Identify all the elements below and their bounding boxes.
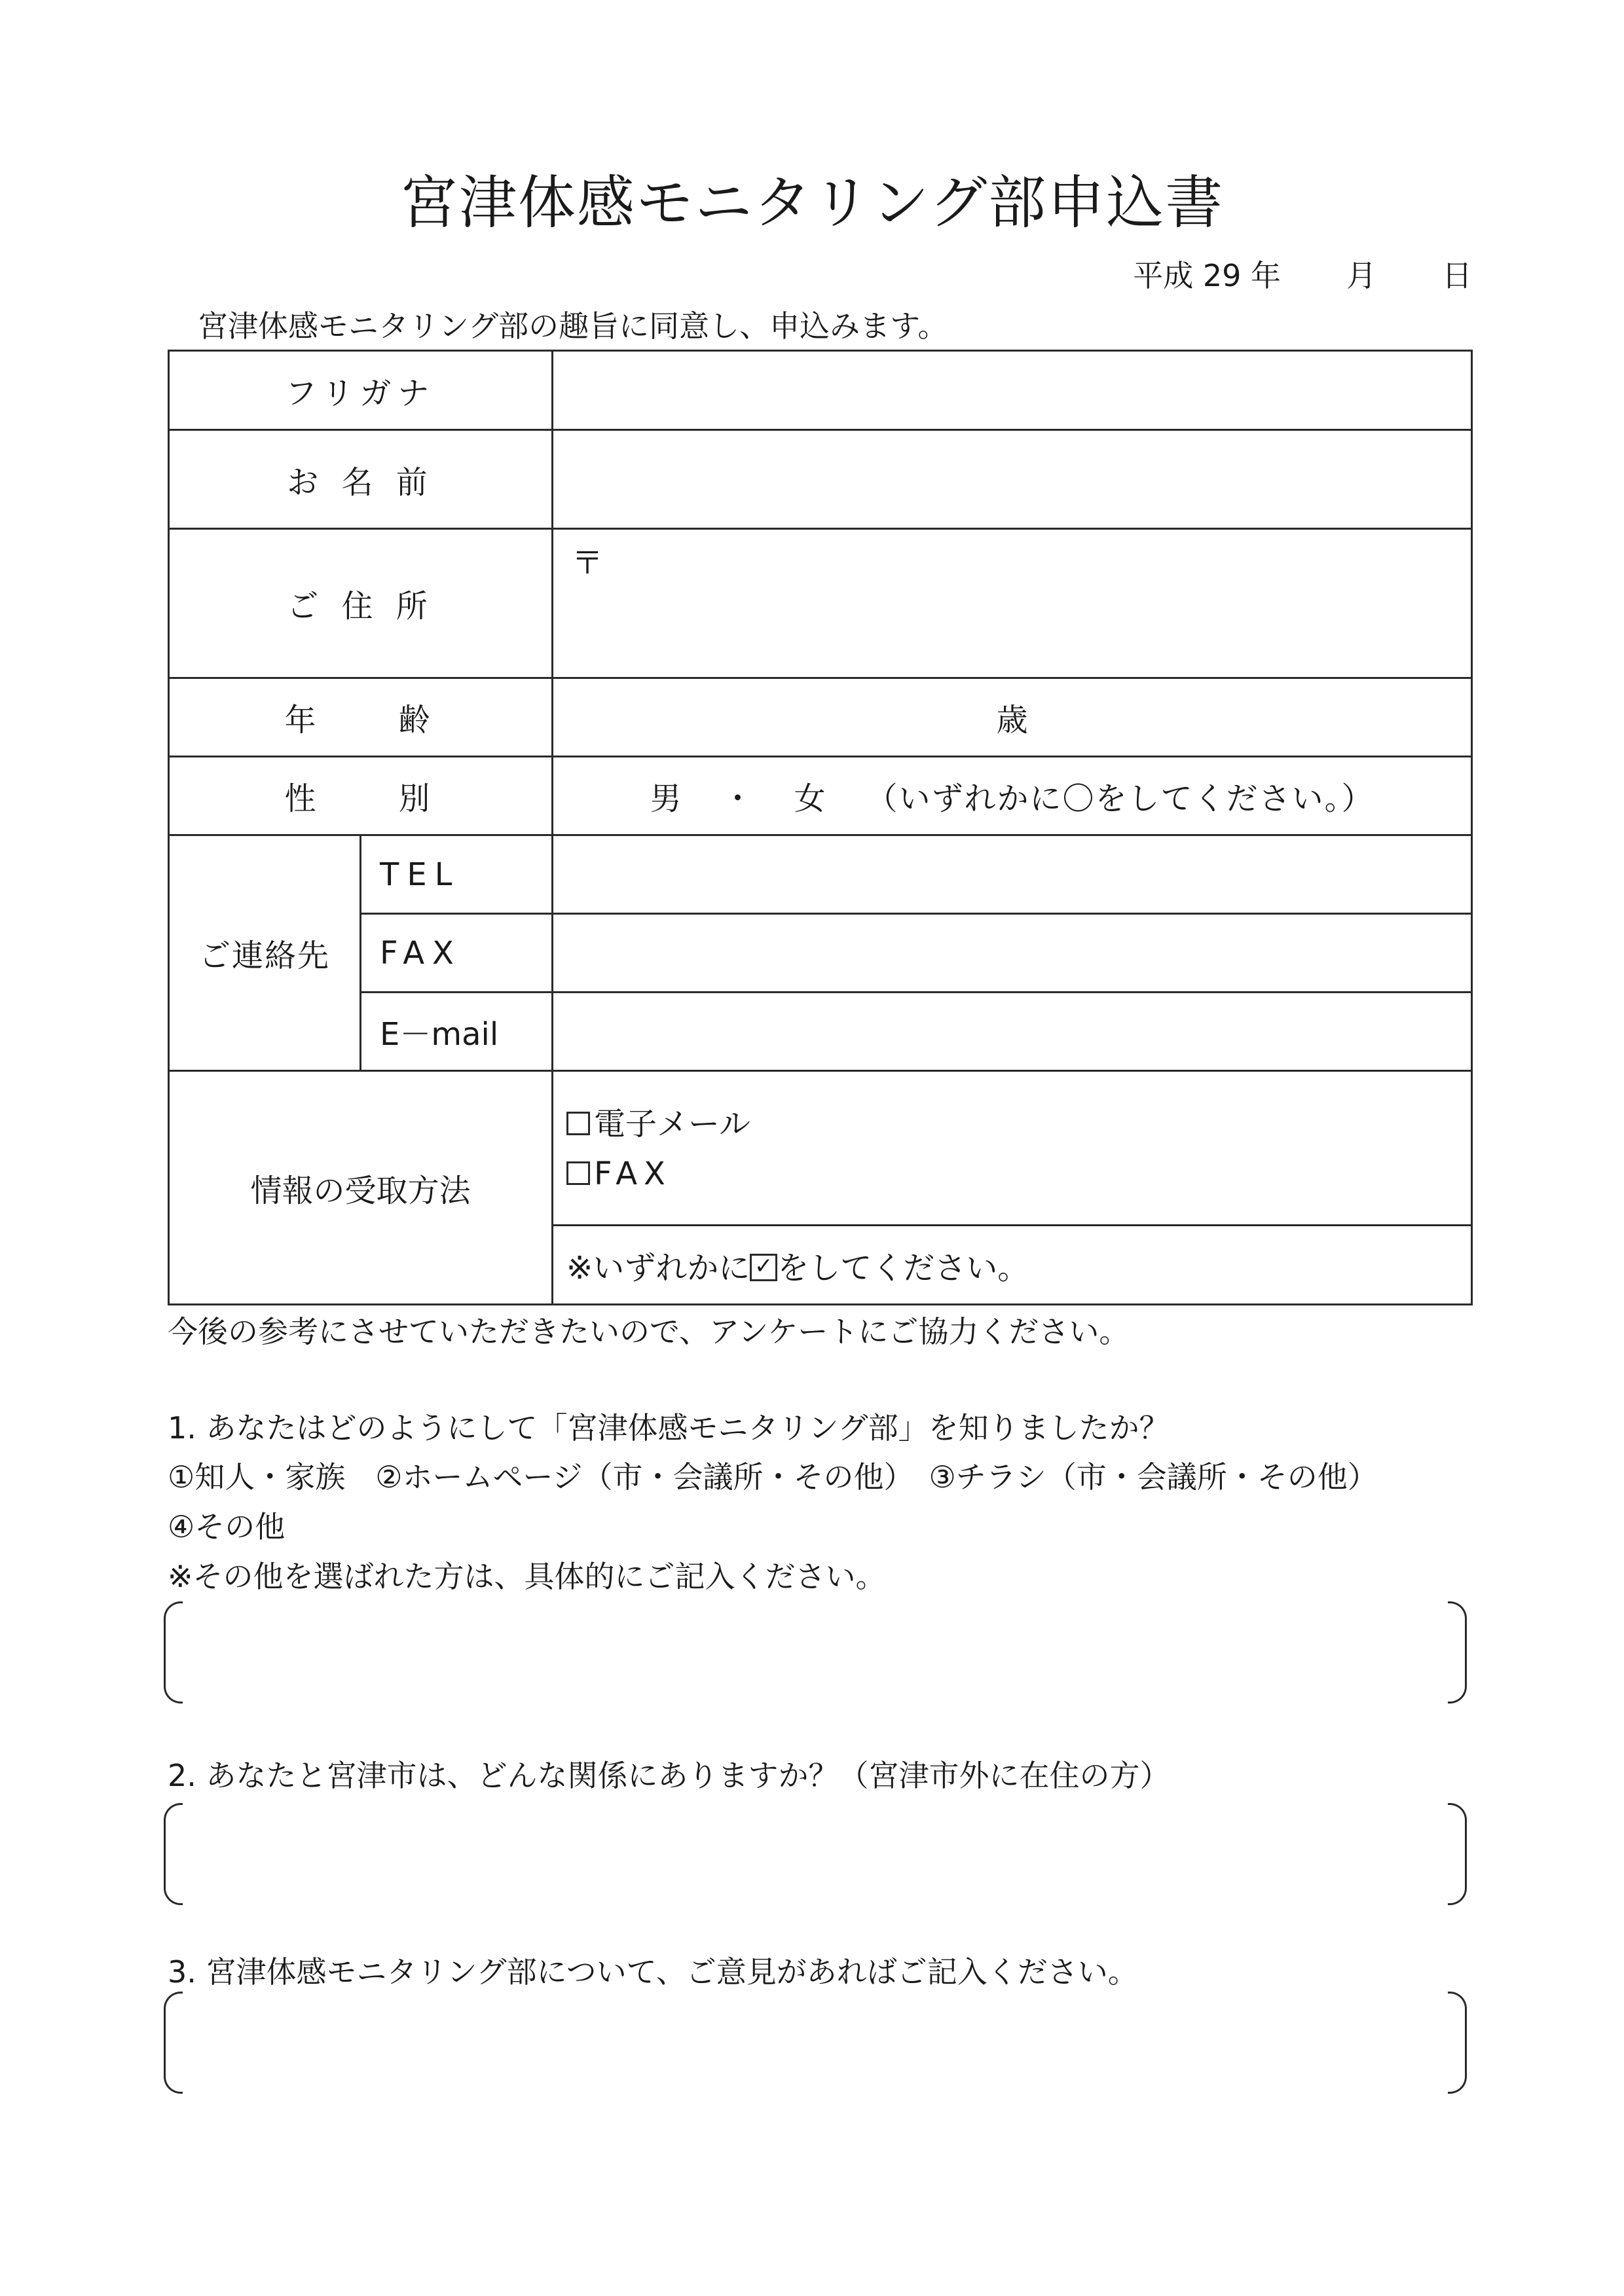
option-email-label: 電子メール bbox=[594, 1106, 751, 1142]
fax-field[interactable] bbox=[553, 914, 1472, 993]
name-field[interactable] bbox=[553, 430, 1472, 529]
info-method-label: 情報の受取方法 bbox=[169, 1071, 553, 1305]
option-fax-row[interactable] bbox=[566, 1149, 1471, 1199]
tel-label: TEL bbox=[361, 835, 553, 914]
gender-female[interactable]: 女 bbox=[794, 780, 827, 817]
date-line bbox=[1133, 252, 1472, 295]
application-form bbox=[168, 350, 1473, 1305]
checkbox-fax[interactable] bbox=[566, 1161, 590, 1185]
survey-lead: 今後の参考にさせていただきたいので、アンケートにご協力ください。 bbox=[168, 1314, 1130, 1349]
check-mark-icon: ✓ bbox=[750, 1254, 777, 1281]
date-era-year: 平成 29 年 bbox=[1133, 258, 1281, 293]
gender-field[interactable] bbox=[553, 757, 1472, 835]
address-label: ご 住 所 bbox=[169, 529, 553, 678]
contact-label: ご連絡先 bbox=[169, 835, 361, 1071]
email-field[interactable] bbox=[553, 993, 1472, 1071]
question-1: 1. あなたはどのようにして「宮津体感モニタリング部」を知りましたか？ bbox=[168, 1410, 1170, 1446]
furigana-field[interactable] bbox=[553, 351, 1472, 430]
gender-note: （いずれかに〇をしてください。） bbox=[866, 780, 1375, 817]
gender-male[interactable]: 男 bbox=[650, 780, 683, 817]
email-label: E－mail bbox=[361, 993, 553, 1071]
check-note-before: ※いずれかに bbox=[566, 1249, 750, 1286]
question-1-options: ①知人・家族 ②ホームページ（市・会議所・その他） ③チラシ（市・会議所・その他） bbox=[168, 1459, 1378, 1495]
check-note bbox=[553, 1226, 1472, 1305]
check-note-after: をしてください。 bbox=[777, 1249, 1029, 1286]
gender-label: 性 別 bbox=[169, 757, 553, 835]
open-bracket bbox=[164, 1601, 183, 1704]
age-label: 年 齢 bbox=[169, 678, 553, 757]
open-bracket bbox=[164, 1803, 183, 1905]
name-label: お 名 前 bbox=[169, 430, 553, 529]
furigana-label: フリガナ bbox=[169, 351, 553, 430]
close-bracket bbox=[1448, 1601, 1467, 1704]
question-3: 3. 宮津体感モニタリング部について、ご意見があればご記入ください。 bbox=[168, 1954, 1138, 1990]
intro-text: 宮津体感モニタリング部の趣旨に同意し、申込みます。 bbox=[198, 308, 948, 344]
answer-2-box[interactable] bbox=[164, 1803, 1467, 1901]
open-bracket bbox=[164, 1992, 183, 2094]
checkbox-email[interactable] bbox=[566, 1112, 590, 1135]
address-field[interactable] bbox=[553, 529, 1472, 678]
close-bracket bbox=[1448, 1803, 1467, 1905]
date-day: 日 bbox=[1442, 258, 1472, 293]
tel-field[interactable] bbox=[553, 835, 1472, 914]
age-field[interactable] bbox=[553, 678, 1472, 757]
question-1-note: ※その他を選ばれた方は、具体的にご記入ください。 bbox=[168, 1559, 886, 1594]
answer-3-box[interactable] bbox=[164, 1992, 1467, 2090]
question-2: 2. あなたと宮津市は、どんな関係にありますか？（宮津市外に在住の方） bbox=[168, 1758, 1170, 1793]
date-month: 月 bbox=[1346, 258, 1376, 293]
info-method-options bbox=[553, 1071, 1472, 1226]
option-email-row[interactable] bbox=[566, 1099, 1471, 1149]
close-bracket bbox=[1448, 1992, 1467, 2094]
option-fax-label: FAX bbox=[594, 1156, 672, 1192]
postal-mark: 〒 bbox=[572, 545, 604, 581]
page-title: 宮津体感モニタリング部申込書 bbox=[399, 169, 1225, 236]
fax-label: FAX bbox=[361, 914, 553, 993]
question-1-option-4: ④その他 bbox=[168, 1509, 286, 1544]
gender-dot: ・ bbox=[722, 780, 755, 817]
answer-1-box[interactable] bbox=[164, 1601, 1467, 1700]
age-unit: 歳 bbox=[996, 702, 1028, 738]
